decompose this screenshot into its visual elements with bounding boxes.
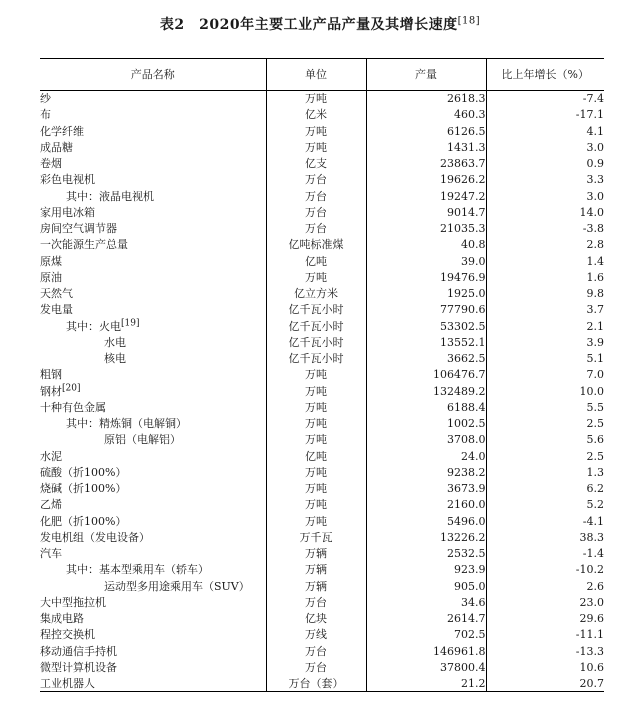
table-row (40, 253, 604, 269)
subitem-prefix: 其中： (66, 189, 99, 203)
growth-cell: 2.1 (486, 318, 604, 334)
output-cell: 3708.0 (366, 432, 486, 448)
growth-cell: 1.3 (486, 464, 604, 480)
table-row (40, 156, 604, 172)
output-cell: 19476.9 (366, 269, 486, 285)
output-cell: 37800.4 (366, 659, 486, 675)
unit-cell: 万吨 (266, 139, 366, 155)
table-row (40, 513, 604, 529)
table-row (40, 659, 604, 675)
table-row (40, 123, 604, 139)
unit-cell: 万吨 (266, 513, 366, 529)
growth-cell: 9.8 (486, 286, 604, 302)
product-name: 成品糖 (40, 140, 73, 154)
output-cell: 21035.3 (366, 221, 486, 237)
growth-cell: 5.1 (486, 351, 604, 367)
unit-cell: 万吨 (266, 432, 366, 448)
output-cell: 19626.2 (366, 172, 486, 188)
table-row (40, 546, 604, 562)
growth-cell: 3.9 (486, 334, 604, 350)
product-name-cell (40, 156, 266, 172)
output-cell: 2618.3 (366, 91, 486, 107)
unit-cell: 万千瓦 (266, 529, 366, 545)
header-output: 产量 (366, 59, 486, 91)
unit-cell: 亿千瓦小时 (266, 351, 366, 367)
product-name: 原煤 (40, 254, 62, 268)
output-cell: 34.6 (366, 594, 486, 610)
product-name: 硫酸（折100%） (40, 465, 127, 479)
growth-cell: 2.8 (486, 237, 604, 253)
product-name: 布 (40, 108, 51, 122)
product-name-cell (40, 383, 266, 399)
output-cell: 23863.7 (366, 156, 486, 172)
table-title (0, 14, 640, 34)
growth-cell: 4.1 (486, 123, 604, 139)
unit-cell: 万台 (266, 172, 366, 188)
growth-cell: -17.1 (486, 107, 604, 123)
footnote-marker: [19] (121, 317, 140, 328)
table-row (40, 529, 604, 545)
growth-cell: -3.8 (486, 221, 604, 237)
product-name: 汽车 (40, 547, 62, 561)
growth-cell: -4.1 (486, 513, 604, 529)
product-name: 化肥（折100%） (40, 514, 127, 528)
growth-cell: -7.4 (486, 91, 604, 107)
product-name-cell (40, 562, 266, 578)
product-name: 基本型乘用车（轿车） (99, 563, 209, 577)
table-row (40, 481, 604, 497)
growth-cell: 1.6 (486, 269, 604, 285)
product-name: 水电 (104, 335, 126, 349)
product-name-cell (40, 578, 266, 594)
product-name-cell (40, 172, 266, 188)
product-name: 钢材 (40, 384, 62, 398)
product-name-cell (40, 481, 266, 497)
table-row (40, 611, 604, 627)
output-cell: 24.0 (366, 448, 486, 464)
output-cell: 146961.8 (366, 643, 486, 659)
product-name-cell (40, 351, 266, 367)
unit-cell: 万吨 (266, 464, 366, 480)
output-cell: 21.2 (366, 676, 486, 692)
unit-cell: 万辆 (266, 562, 366, 578)
product-name: 大中型拖拉机 (40, 595, 106, 609)
table-row (40, 172, 604, 188)
unit-cell: 亿吨 (266, 253, 366, 269)
product-name-cell (40, 123, 266, 139)
product-name-cell (40, 334, 266, 350)
output-cell: 3673.9 (366, 481, 486, 497)
product-name-cell (40, 204, 266, 220)
header-product-name: 产品名称 (40, 59, 266, 91)
table-row (40, 627, 604, 643)
table-header-row (40, 59, 604, 91)
product-name: 粗钢 (40, 368, 62, 382)
table-row (40, 676, 604, 692)
product-name-cell (40, 91, 266, 107)
product-name: 卷烟 (40, 157, 62, 171)
product-name-cell (40, 676, 266, 692)
product-name: 液晶电视机 (99, 189, 154, 203)
table-row (40, 188, 604, 204)
table-row (40, 351, 604, 367)
growth-cell: 3.3 (486, 172, 604, 188)
output-cell: 39.0 (366, 253, 486, 269)
product-name: 发电量 (40, 303, 73, 317)
product-name: 火电 (99, 319, 121, 333)
output-cell: 13552.1 (366, 334, 486, 350)
growth-cell: 2.5 (486, 448, 604, 464)
product-name: 房间空气调节器 (40, 222, 117, 236)
unit-cell: 万吨 (266, 416, 366, 432)
product-name-cell (40, 611, 266, 627)
product-name-cell (40, 237, 266, 253)
product-name-cell (40, 594, 266, 610)
product-name-cell (40, 529, 266, 545)
growth-cell: 5.5 (486, 399, 604, 415)
growth-cell: 3.0 (486, 188, 604, 204)
product-name: 微型计算机设备 (40, 660, 117, 674)
product-name: 彩色电视机 (40, 173, 95, 187)
table-row (40, 643, 604, 659)
table-row (40, 286, 604, 302)
production-table (40, 58, 604, 692)
subitem-prefix: 其中： (66, 417, 99, 431)
product-name-cell (40, 643, 266, 659)
table-row (40, 107, 604, 123)
product-name-cell (40, 269, 266, 285)
unit-cell: 万吨 (266, 269, 366, 285)
output-cell: 53302.5 (366, 318, 486, 334)
output-cell: 6126.5 (366, 123, 486, 139)
unit-cell: 万吨 (266, 91, 366, 107)
unit-cell: 万台 (266, 643, 366, 659)
unit-cell: 万台 (266, 204, 366, 220)
table-row (40, 562, 604, 578)
table-row (40, 448, 604, 464)
output-cell: 905.0 (366, 578, 486, 594)
output-cell: 923.9 (366, 562, 486, 578)
product-name: 天然气 (40, 287, 73, 301)
table-row (40, 204, 604, 220)
table-row (40, 334, 604, 350)
output-cell: 19247.2 (366, 188, 486, 204)
product-name-cell (40, 432, 266, 448)
product-name-cell (40, 399, 266, 415)
product-name-cell (40, 464, 266, 480)
table-row (40, 464, 604, 480)
product-name: 烧碱（折100%） (40, 482, 127, 496)
growth-cell: 1.4 (486, 253, 604, 269)
product-name: 集成电路 (40, 612, 84, 626)
output-cell: 3662.5 (366, 351, 486, 367)
product-name-cell (40, 497, 266, 513)
output-cell: 77790.6 (366, 302, 486, 318)
product-name: 运动型多用途乘用车（SUV） (104, 579, 250, 593)
unit-cell: 万吨 (266, 399, 366, 415)
output-cell: 2614.7 (366, 611, 486, 627)
growth-cell: 10.6 (486, 659, 604, 675)
table-row (40, 237, 604, 253)
table-row (40, 302, 604, 318)
product-name: 一次能源生产总量 (40, 238, 128, 252)
product-name: 乙烯 (40, 498, 62, 512)
product-name-cell (40, 107, 266, 123)
product-name: 工业机器人 (40, 676, 95, 690)
output-cell: 9014.7 (366, 204, 486, 220)
output-cell: 1002.5 (366, 416, 486, 432)
header-unit: 单位 (266, 59, 366, 91)
product-name-cell (40, 221, 266, 237)
unit-cell: 万吨 (266, 383, 366, 399)
growth-cell: 6.2 (486, 481, 604, 497)
unit-cell: 万辆 (266, 546, 366, 562)
product-name: 十种有色金属 (40, 400, 106, 414)
growth-cell: 3.0 (486, 139, 604, 155)
product-name: 发电机组（发电设备） (40, 530, 150, 544)
unit-cell: 亿米 (266, 107, 366, 123)
unit-cell: 亿千瓦小时 (266, 334, 366, 350)
subitem-prefix: 其中： (66, 563, 99, 577)
growth-cell: 5.2 (486, 497, 604, 513)
output-cell: 9238.2 (366, 464, 486, 480)
output-cell: 2160.0 (366, 497, 486, 513)
product-name-cell (40, 188, 266, 204)
product-name-cell (40, 367, 266, 383)
output-cell: 1925.0 (366, 286, 486, 302)
unit-cell: 万吨 (266, 497, 366, 513)
subitem-prefix: 其中： (66, 319, 99, 333)
unit-cell: 万台 (266, 221, 366, 237)
growth-cell: 5.6 (486, 432, 604, 448)
product-name-cell (40, 627, 266, 643)
growth-cell: 29.6 (486, 611, 604, 627)
product-name: 程控交换机 (40, 628, 95, 642)
footnote-marker: [20] (62, 382, 81, 393)
product-name: 原油 (40, 270, 62, 284)
table-title-text: 表2 2020年主要工业产品产量及其增长速度 (159, 17, 458, 33)
growth-cell: -13.3 (486, 643, 604, 659)
growth-cell: 7.0 (486, 367, 604, 383)
growth-cell: -10.2 (486, 562, 604, 578)
unit-cell: 万吨 (266, 481, 366, 497)
table-row (40, 497, 604, 513)
growth-cell: 20.7 (486, 676, 604, 692)
table-row (40, 578, 604, 594)
growth-cell: 3.7 (486, 302, 604, 318)
product-name-cell (40, 139, 266, 155)
product-name: 移动通信手持机 (40, 644, 117, 658)
product-name-cell (40, 546, 266, 562)
output-cell: 702.5 (366, 627, 486, 643)
unit-cell: 万台（套） (266, 676, 366, 692)
growth-cell: 0.9 (486, 156, 604, 172)
title-footnote: [18] (457, 15, 481, 27)
table-body (40, 91, 604, 692)
table-row (40, 139, 604, 155)
table-row (40, 432, 604, 448)
output-cell: 132489.2 (366, 383, 486, 399)
table-row (40, 367, 604, 383)
output-cell: 1431.3 (366, 139, 486, 155)
growth-cell: -11.1 (486, 627, 604, 643)
table-row (40, 416, 604, 432)
unit-cell: 万吨 (266, 367, 366, 383)
unit-cell: 亿吨 (266, 448, 366, 464)
unit-cell: 万台 (266, 594, 366, 610)
unit-cell: 万线 (266, 627, 366, 643)
growth-cell: 14.0 (486, 204, 604, 220)
product-name-cell (40, 448, 266, 464)
table-row (40, 383, 604, 399)
product-name-cell (40, 318, 266, 334)
output-cell: 13226.2 (366, 529, 486, 545)
growth-cell: -1.4 (486, 546, 604, 562)
product-name-cell (40, 513, 266, 529)
product-name: 家用电冰箱 (40, 205, 95, 219)
table-row (40, 269, 604, 285)
output-cell: 40.8 (366, 237, 486, 253)
output-cell: 5496.0 (366, 513, 486, 529)
product-name-cell (40, 302, 266, 318)
product-name: 原铝（电解铝） (104, 433, 181, 447)
growth-cell: 23.0 (486, 594, 604, 610)
product-name: 化学纤维 (40, 124, 84, 138)
unit-cell: 万吨 (266, 123, 366, 139)
unit-cell: 亿千瓦小时 (266, 302, 366, 318)
product-name: 核电 (104, 352, 126, 366)
unit-cell: 亿千瓦小时 (266, 318, 366, 334)
product-name: 精炼铜（电解铜） (99, 417, 187, 431)
table-row (40, 399, 604, 415)
output-cell: 106476.7 (366, 367, 486, 383)
product-name-cell (40, 659, 266, 675)
table-row (40, 318, 604, 334)
table-row (40, 594, 604, 610)
table-row (40, 221, 604, 237)
table-row (40, 91, 604, 107)
unit-cell: 万辆 (266, 578, 366, 594)
unit-cell: 万台 (266, 659, 366, 675)
growth-cell: 10.0 (486, 383, 604, 399)
unit-cell: 亿吨标准煤 (266, 237, 366, 253)
product-name-cell (40, 286, 266, 302)
product-name: 水泥 (40, 449, 62, 463)
unit-cell: 亿支 (266, 156, 366, 172)
unit-cell: 亿立方米 (266, 286, 366, 302)
growth-cell: 38.3 (486, 529, 604, 545)
growth-cell: 2.6 (486, 578, 604, 594)
growth-cell: 2.5 (486, 416, 604, 432)
output-cell: 2532.5 (366, 546, 486, 562)
unit-cell: 亿块 (266, 611, 366, 627)
product-name-cell (40, 416, 266, 432)
output-cell: 6188.4 (366, 399, 486, 415)
unit-cell: 万台 (266, 188, 366, 204)
header-growth: 比上年增长（%） (486, 59, 604, 91)
output-cell: 460.3 (366, 107, 486, 123)
product-name: 纱 (40, 92, 51, 106)
product-name-cell (40, 253, 266, 269)
